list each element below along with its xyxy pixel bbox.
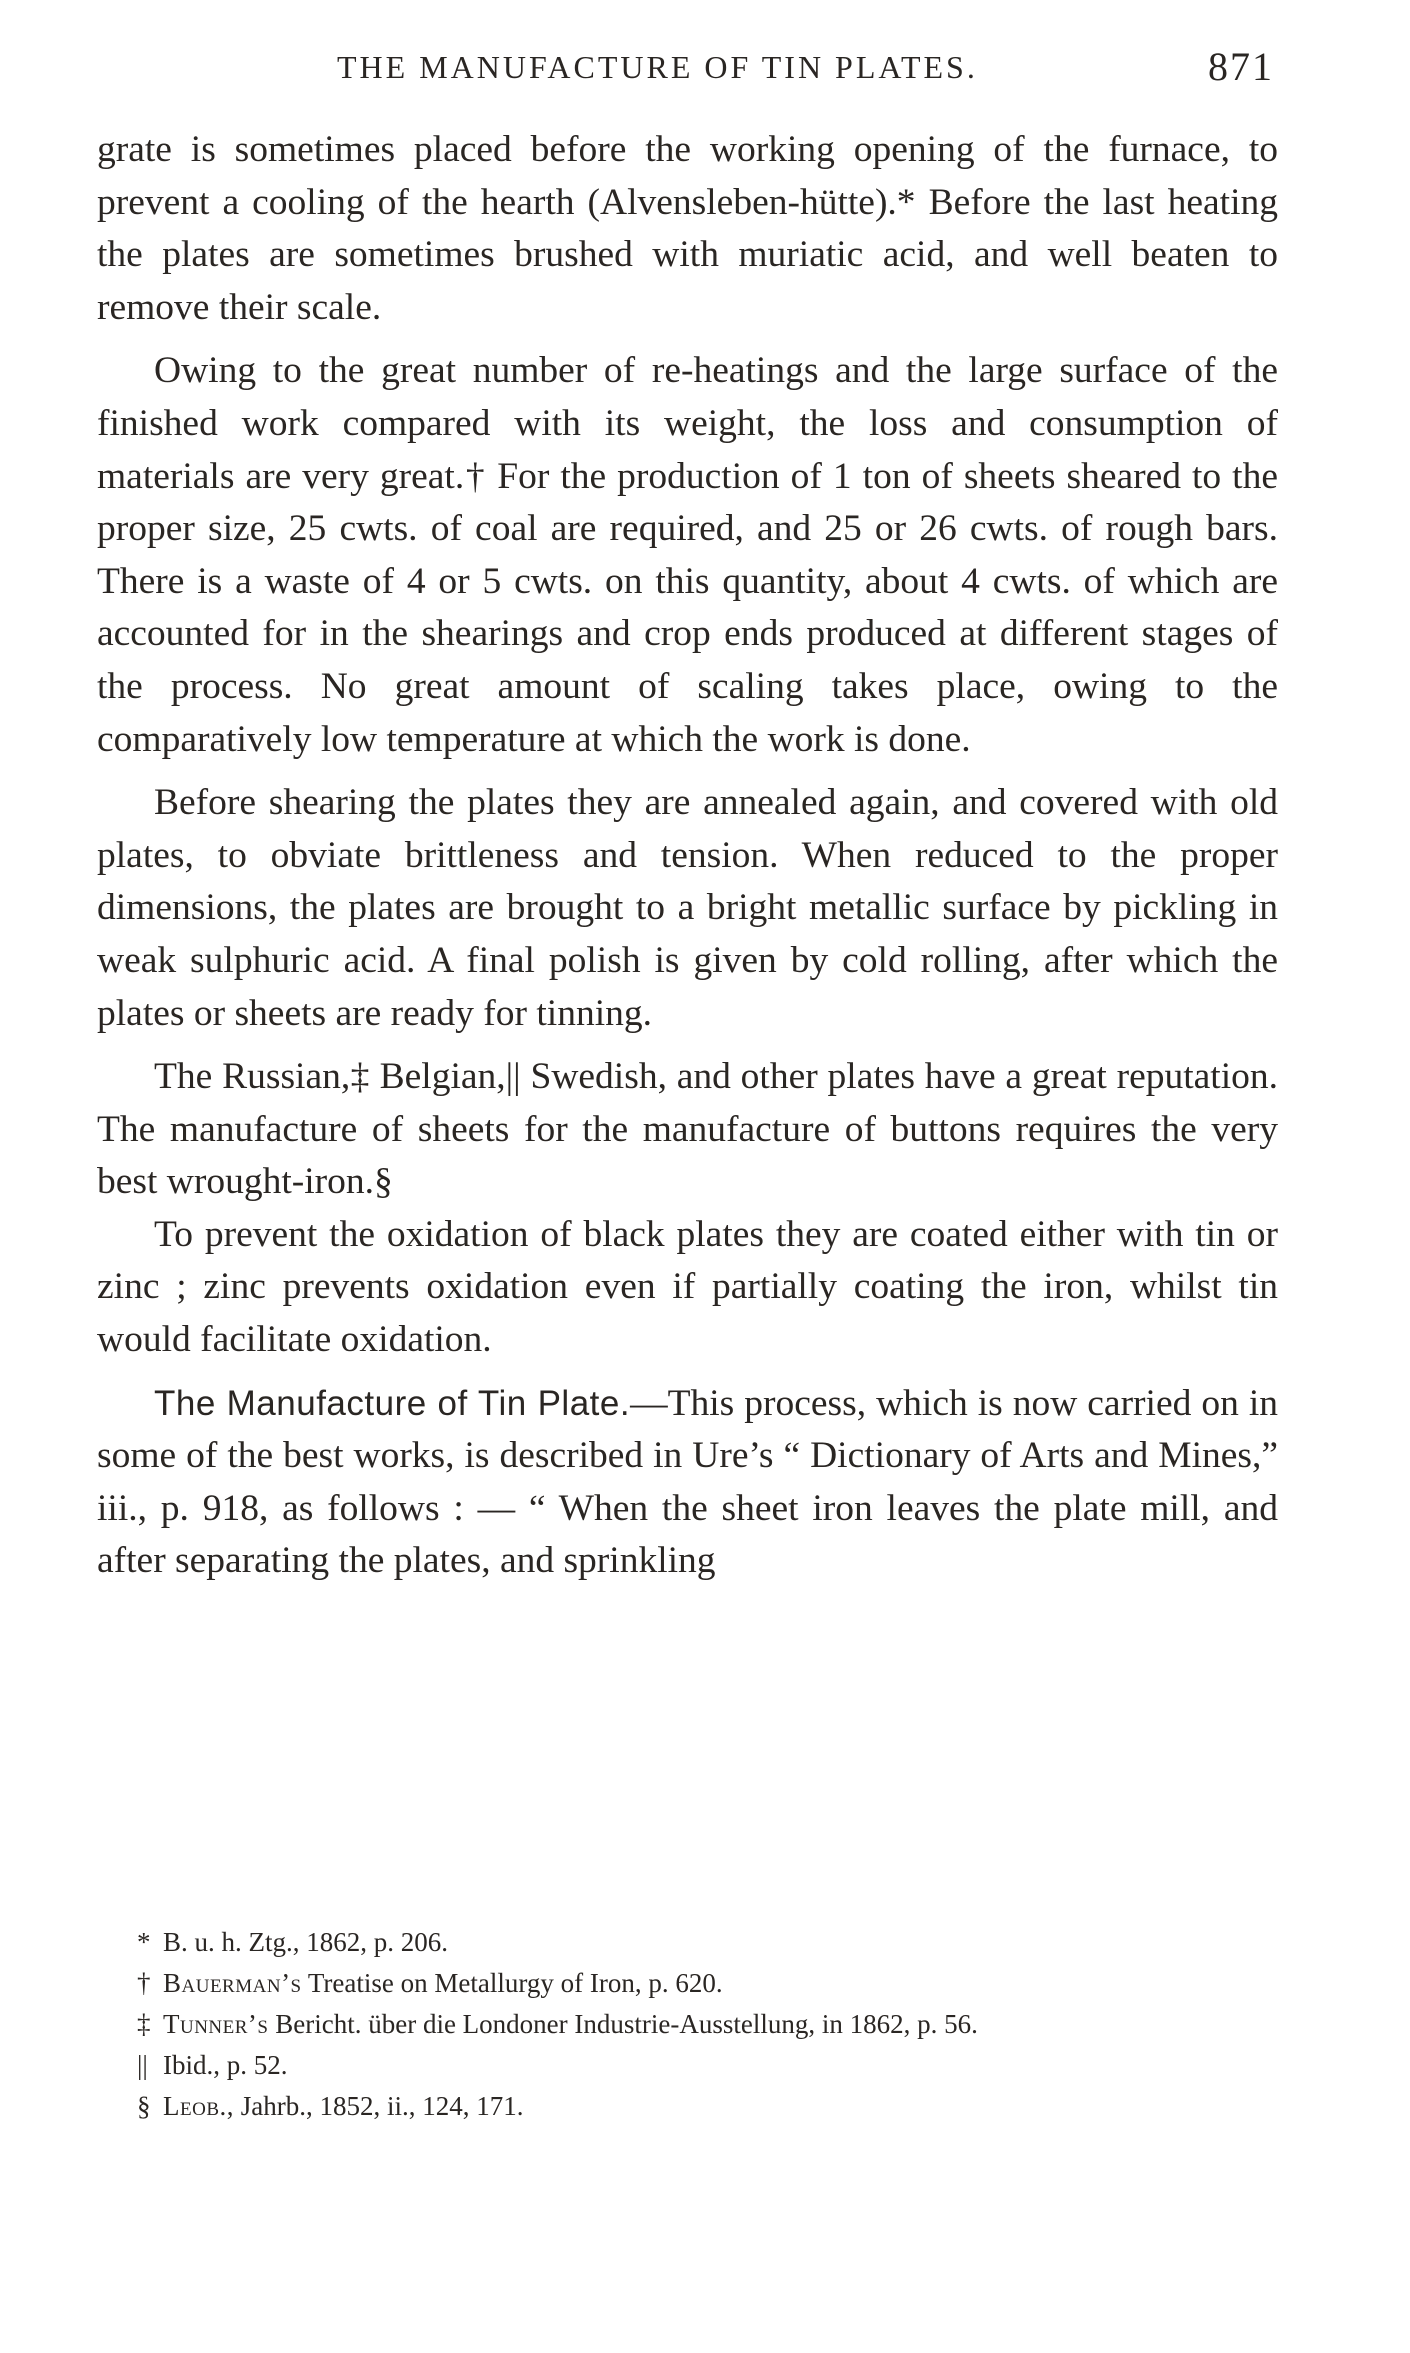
paragraph: grate is sometimes placed before the working opening of the furnace, to prevent a cooling of the hearth (Alvensleben-hütte).* Before the last heating the plates are sometimes brushed with muriatic acid, and well beaten to remove their scale. [97, 129, 1278, 328]
footnote-symbol: † [137, 1968, 151, 1998]
footnote [97, 2004, 1278, 2045]
footnote-symbol: || [137, 2050, 148, 2080]
footnote-author: Leob., [163, 2091, 234, 2121]
footnote-author: Tunner’s [163, 2009, 269, 2039]
footnote [97, 2045, 1278, 2086]
footnote-text: Jahrb., 1852, ii., 124, 171. [234, 2091, 524, 2121]
section-heading: The Manufacture of Tin Plate. [154, 1383, 631, 1423]
footnote-text: B. u. h. Ztg., 1862, p. 206. [163, 1927, 449, 1957]
body-text [97, 124, 1278, 1599]
footnote-text: Treatise on Metallurgy of Iron, p. 620. [301, 1968, 723, 1998]
paragraph: To prevent the oxidation of black plates they are coated either with tin or zinc ; zinc prevents oxidation even if partially coating the iron, whilst tin would facilitate oxidation. [97, 1213, 1278, 1361]
paragraph: Owing to the great number of re-heatings and the large surface of the finished work compared with its weight, the loss and consumption of materials are very great.† For the production of 1 ton of sheets sheared to the proper size, 25 cwts. of coal are required, and 25 or 26 cwts. of rough bars. There is a waste of 4 or 5 cwts. on this quantity, about 4 cwts. of which are accounted for in the shearings and crop ends produced at different stages of the process. No great amount of scaling takes place, owing to the comparatively low temperature at which the work is done. [97, 350, 1278, 760]
footnote [97, 1922, 1278, 1963]
paragraph: The Russian,‡ Belgian,|| Swedish, and other plates have a great reputation. The manufacture of sheets for the manufacture of buttons requires the very best wrought-iron.§ [97, 1056, 1278, 1203]
section-text: —This process, which is now carried on in some of the best works, is described in Ure’s “ Dictionary of Arts and Mines,” iii., p. 918, as follows : — “ When the sheet iron leaves the plate mill, and after separating the plates, and sprinkling [97, 1382, 1278, 1582]
footnote-author: Bauerman’s [163, 1968, 302, 1998]
footnote [97, 2086, 1278, 2127]
page-header [97, 44, 1278, 90]
footnote-text: Bericht. über die Londoner Industrie-Ausstellung, in 1862, p. 56. [268, 2009, 978, 2039]
footnote-symbol: § [137, 2091, 151, 2121]
footnote-symbol: * [137, 1927, 151, 1957]
paragraph: Before shearing the plates they are annealed again, and covered with old plates, to obviate brittleness and tension. When reduced to the proper dimensions, the plates are brought to a bright metallic surface by pickling in weak sulphuric acid. A final polish is given by cold rolling, after which the plates or sheets are ready for tinning. [97, 782, 1278, 1034]
running-title: THE MANUFACTURE OF TIN PLATES. [337, 49, 978, 85]
footnotes [97, 1922, 1278, 2127]
section-paragraph [97, 1378, 1278, 1588]
footnote-symbol: ‡ [137, 2009, 151, 2039]
page-number: 871 [1208, 44, 1274, 89]
footnote [97, 1963, 1278, 2004]
footnote-text: Ibid., p. 52. [163, 2050, 288, 2080]
